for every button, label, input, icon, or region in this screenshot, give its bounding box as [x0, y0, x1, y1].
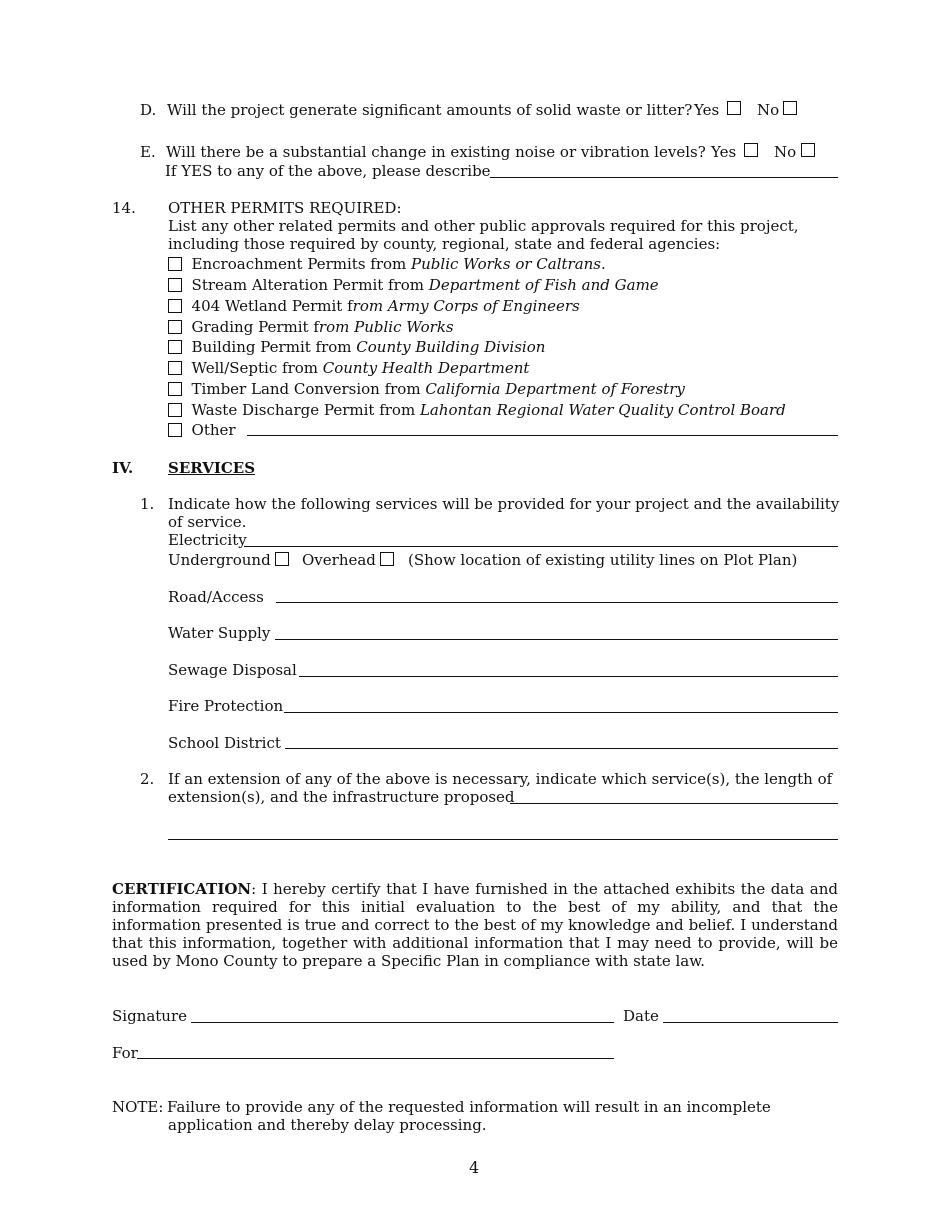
item-1-line1: Indicate how the following services will be provided for your project and the availability — [168, 495, 840, 513]
underground-label: Underground — [168, 551, 271, 569]
permit-label: Grading Permit f — [191, 318, 319, 336]
question-d-text: Will the project generate significant amounts of solid waste or litter? — [167, 101, 693, 119]
permit-item-other — [168, 421, 236, 439]
sewage-disposal-input-line[interactable] — [299, 676, 838, 677]
question-d-yes-checkbox[interactable] — [727, 101, 741, 115]
permit-item — [168, 318, 454, 336]
permit-item — [168, 255, 606, 273]
permit-checkbox[interactable] — [168, 299, 182, 313]
permit-checkbox[interactable] — [168, 361, 182, 375]
section-14-intro-line1: List any other related permits and other public approvals required for this project, — [168, 217, 799, 235]
school-district-label: School District — [168, 734, 281, 752]
question-e-no-checkbox[interactable] — [801, 143, 815, 157]
certification-label: CERTIFICATION — [112, 880, 252, 898]
certification-paragraph — [112, 880, 838, 970]
road-access-input-line[interactable] — [276, 602, 838, 603]
permit-agency: rom Army Corps of Engineers — [352, 297, 580, 315]
utility-note: (Show location of existing utility lines on Plot Plan) — [408, 551, 798, 569]
permit-agency: County Building Division — [356, 338, 546, 356]
permit-checkbox[interactable] — [168, 423, 182, 437]
section-14-intro-line2: including those required by county, regional, state and federal agencies: — [168, 235, 721, 253]
fire-protection-input-line[interactable] — [284, 712, 838, 713]
permit-label: Encroachment Permits from — [191, 255, 412, 273]
permit-label: Waste Discharge Permit from — [191, 401, 420, 419]
water-supply-input-line[interactable] — [275, 639, 838, 640]
question-e-letter: E. — [140, 143, 156, 161]
permit-agency: Public Works or Caltrans. — [411, 255, 606, 273]
permit-checkbox[interactable] — [168, 278, 182, 292]
electricity-label: Electricity — [168, 531, 247, 549]
permit-item — [168, 276, 659, 294]
section-14-heading: OTHER PERMITS REQUIRED: — [168, 199, 402, 217]
section-14-number: 14. — [112, 199, 136, 217]
describe-label: If YES to any of the above, please describe — [165, 162, 491, 180]
describe-input-line[interactable] — [490, 177, 838, 178]
date-input-line[interactable] — [663, 1022, 838, 1023]
permit-item — [168, 401, 786, 419]
question-e-text: Will there be a substantial change in existing noise or vibration levels? — [166, 143, 706, 161]
overhead-checkbox[interactable] — [380, 552, 394, 566]
question-e-yes-label: Yes — [711, 143, 737, 161]
road-access-label: Road/Access — [168, 588, 264, 606]
section-iv-number: IV. — [112, 459, 134, 477]
item-2-number: 2. — [140, 770, 155, 788]
permit-label: Timber Land Conversion from — [191, 380, 426, 398]
for-label: For — [112, 1044, 138, 1062]
permit-checkbox[interactable] — [168, 403, 182, 417]
signature-input-line[interactable] — [191, 1022, 614, 1023]
extension-input-line-2[interactable] — [168, 839, 838, 840]
note-label: NOTE: — [112, 1098, 164, 1116]
permit-item — [168, 359, 529, 377]
question-d-letter: D. — [140, 101, 157, 119]
other-input-line[interactable] — [247, 435, 838, 436]
permit-item — [168, 338, 545, 356]
for-input-line[interactable] — [137, 1058, 614, 1059]
item-1-line2: of service. — [168, 513, 247, 531]
section-iv-heading: SERVICES — [168, 459, 256, 477]
permit-agency: California Department of Forestry — [425, 380, 685, 398]
signature-label: Signature — [112, 1007, 188, 1025]
note-line2: application and thereby delay processing. — [168, 1116, 487, 1134]
question-e-yes-checkbox[interactable] — [744, 143, 758, 157]
permit-checkbox[interactable] — [168, 382, 182, 396]
fire-protection-label: Fire Protection — [168, 697, 284, 715]
page-number: 4 — [469, 1158, 480, 1177]
item-2-line1: If an extension of any of the above is necessary, indicate which service(s), the length of — [168, 770, 833, 788]
question-d-no-label: No — [757, 101, 780, 119]
question-d-yes-label: Yes — [694, 101, 720, 119]
permit-agency: County Health Department — [322, 359, 530, 377]
extension-input-line[interactable] — [510, 803, 838, 804]
permit-label: Stream Alteration Permit from — [191, 276, 429, 294]
permit-checkbox[interactable] — [168, 320, 182, 334]
note-line1: Failure to provide any of the requested information will result in an incomplete — [167, 1098, 771, 1116]
permit-item — [168, 297, 580, 315]
question-e-no-label: No — [774, 143, 797, 161]
permit-agency: Lahontan Regional Water Quality Control Board — [419, 401, 786, 419]
item-2-line2: extension(s), and the infrastructure proposed — [168, 788, 515, 806]
permit-label: Well/Septic from — [191, 359, 323, 377]
permit-agency: rom Public Works — [318, 318, 454, 336]
sewage-disposal-label: Sewage Disposal — [168, 661, 297, 679]
underground-checkbox[interactable] — [275, 552, 289, 566]
permit-checkbox[interactable] — [168, 257, 182, 271]
permit-label: Building Permit from — [191, 338, 357, 356]
other-label: Other — [191, 421, 236, 439]
certification-text: : I hereby certify that I have furnished in the attached exhibits the data and information required for this initial evaluation to the best of my ability, and that the information presented is true and correct to the best of my knowledge and belief. I understand that this information, together with additional information that I may need to provide, will be used by Mono County to prepare a Specific Plan in compliance with state law. — [112, 880, 838, 970]
permit-checkbox[interactable] — [168, 340, 182, 354]
school-district-input-line[interactable] — [285, 748, 838, 749]
electricity-input-line[interactable] — [244, 546, 838, 547]
permit-agency: Department of Fish and Game — [428, 276, 659, 294]
overhead-label: Overhead — [302, 551, 376, 569]
permit-label: 404 Wetland Permit f — [191, 297, 353, 315]
item-1-number: 1. — [140, 495, 155, 513]
water-supply-label: Water Supply — [168, 624, 271, 642]
question-d-no-checkbox[interactable] — [783, 101, 797, 115]
date-label: Date — [623, 1007, 659, 1025]
permit-item — [168, 380, 685, 398]
